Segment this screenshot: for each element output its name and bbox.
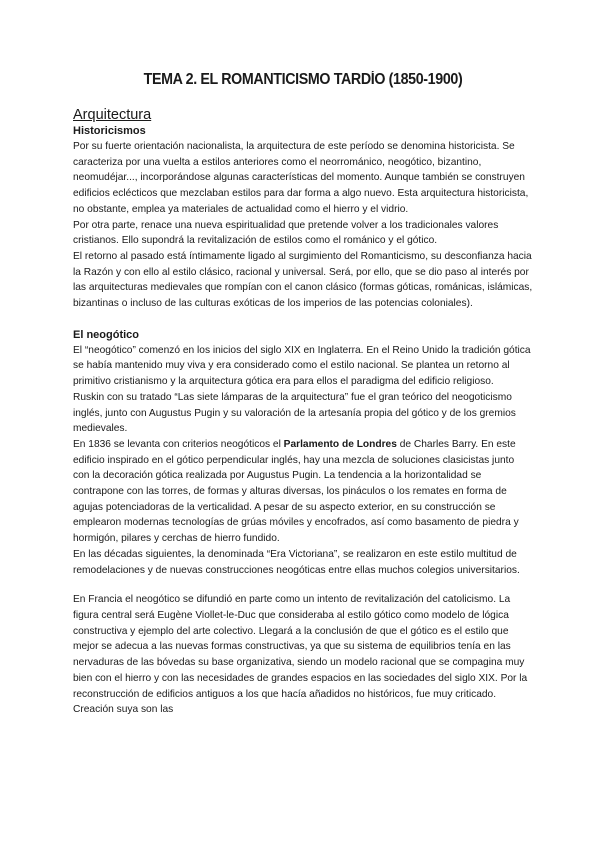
paragraph-6 — [73, 437, 533, 547]
paragraph-2: Por otra parte, renace una nueva espiritualidad que pretende volver a los tradicionales valores cristianos. Ello supondrá la revitalización de estilos como el románico y el gótico. — [73, 219, 499, 247]
paragraph-8: En Francia el neogótico se difundió en parte como un intento de revitalización del catolicismo. La figura central será Eugène Viollet-le-Duc que consideraba al estilo gótico como modelo de lógica constructiva y ejemplo del arte colectivo. Llegará a la conclusión de que el gótico es el estilo que mejor se adecua a las nuevas formas constructivas, ya que su sistema de equilibrios tenía en las nervaduras de las bóvedas su base organizativa, siendo un modelo racional que se compagina muy bien con el hierro y con las necesidades de grandes espacios en las sociedades del siglo XIX. Por la reconstrucción de edificios antiguos a los que hacía añadidos no históricos, fue muy criticado. Creación suya son las — [73, 594, 528, 716]
paragraph-4: El “neogótico” comenzó en los inicios del siglo XIX en Inglaterra. En el Reino Unido la tradición gótica se había mantenido muy viva y era considerado como el estilo nacional. Se plantea un retorno al primitivo cristianismo y la arquitectura gótica era para ellos el paradigma del edificio religioso. — [73, 344, 531, 388]
paragraph-7: En las décadas siguientes, la denominada “Era Victoriana”, se realizaron en este estilo multitud de remodelaciones y de nuevas construcciones neogóticas entre ellas muchos colegios universitarios. — [73, 548, 520, 576]
paragraph-1: Por su fuerte orientación nacionalista, la arquitectura de este período se denomina historicista. Se caracteriza por una vuelta a estilos anteriores como el neorrománico, neogótico, bizantino, neomudéjar..., incorporándose algunas características del momento. Aunque también se construyen edificios eclécticos que mezclaban estilos para dar forma a algo nuevo. Esta arquitectura historicista, no obstante, emplea ya materiales de actualidad como el hierro y el vidrio. — [73, 141, 529, 215]
subheading-neogotico: El neogótico — [73, 328, 139, 341]
paragraph-3: El retorno al pasado está íntimamente ligado al surgimiento del Romanticismo, su desconfianza hacia la Razón y con ello al estilo clásico, racional y universal. Será, por ello, que se dio paso al interés por las arquitecturas medievales que rompían con el canon clásico (formas góticas, románicas, islámicas, bizantinas o incluso de las culturas exóticas de los imperios de las potencias coloniales). — [73, 250, 533, 310]
document-title: TEMA 2. EL ROMANTICISMO TARDÍO (1850-1900) — [143, 71, 463, 88]
paragraph-5: Ruskin con su tratado “Las siete lámparas de la arquitectura” fue el gran teórico del neogoticismo inglés, junto con Augustus Pugin y su valoración de la artesanía propia del gótico y de los gremios medievales. — [73, 391, 516, 435]
paragraph-6-rest: de Charles Barry. En este edificio inspirado en el gótico perpendicular inglés, hay una mezcla de soluciones clasicistas junto con la decoración gótica realizada por Augustus Pugin. La tendencia a la horizontalidad se contrapone con las torres, de formas y alturas diversas, los pináculos o los remates en forma de agujas potenciadoras de la verticalidad. A pesar de su aspecto exterior, en su construcción se emplearon modernas tecnologías de grúas móviles y encofrados, así como basamento de piedra y hormigón, pilares y cerchas de hierro fundido. — [73, 438, 519, 545]
paragraph-6-start: En 1836 se levanta con criterios neogóticos el — [73, 438, 284, 450]
section-heading: Arquitectura — [73, 107, 152, 123]
document-page — [73, 70, 533, 718]
parlamento-bold: Parlamento de Londres — [283, 438, 397, 450]
subheading-historicismos: Historicismos — [73, 125, 146, 137]
